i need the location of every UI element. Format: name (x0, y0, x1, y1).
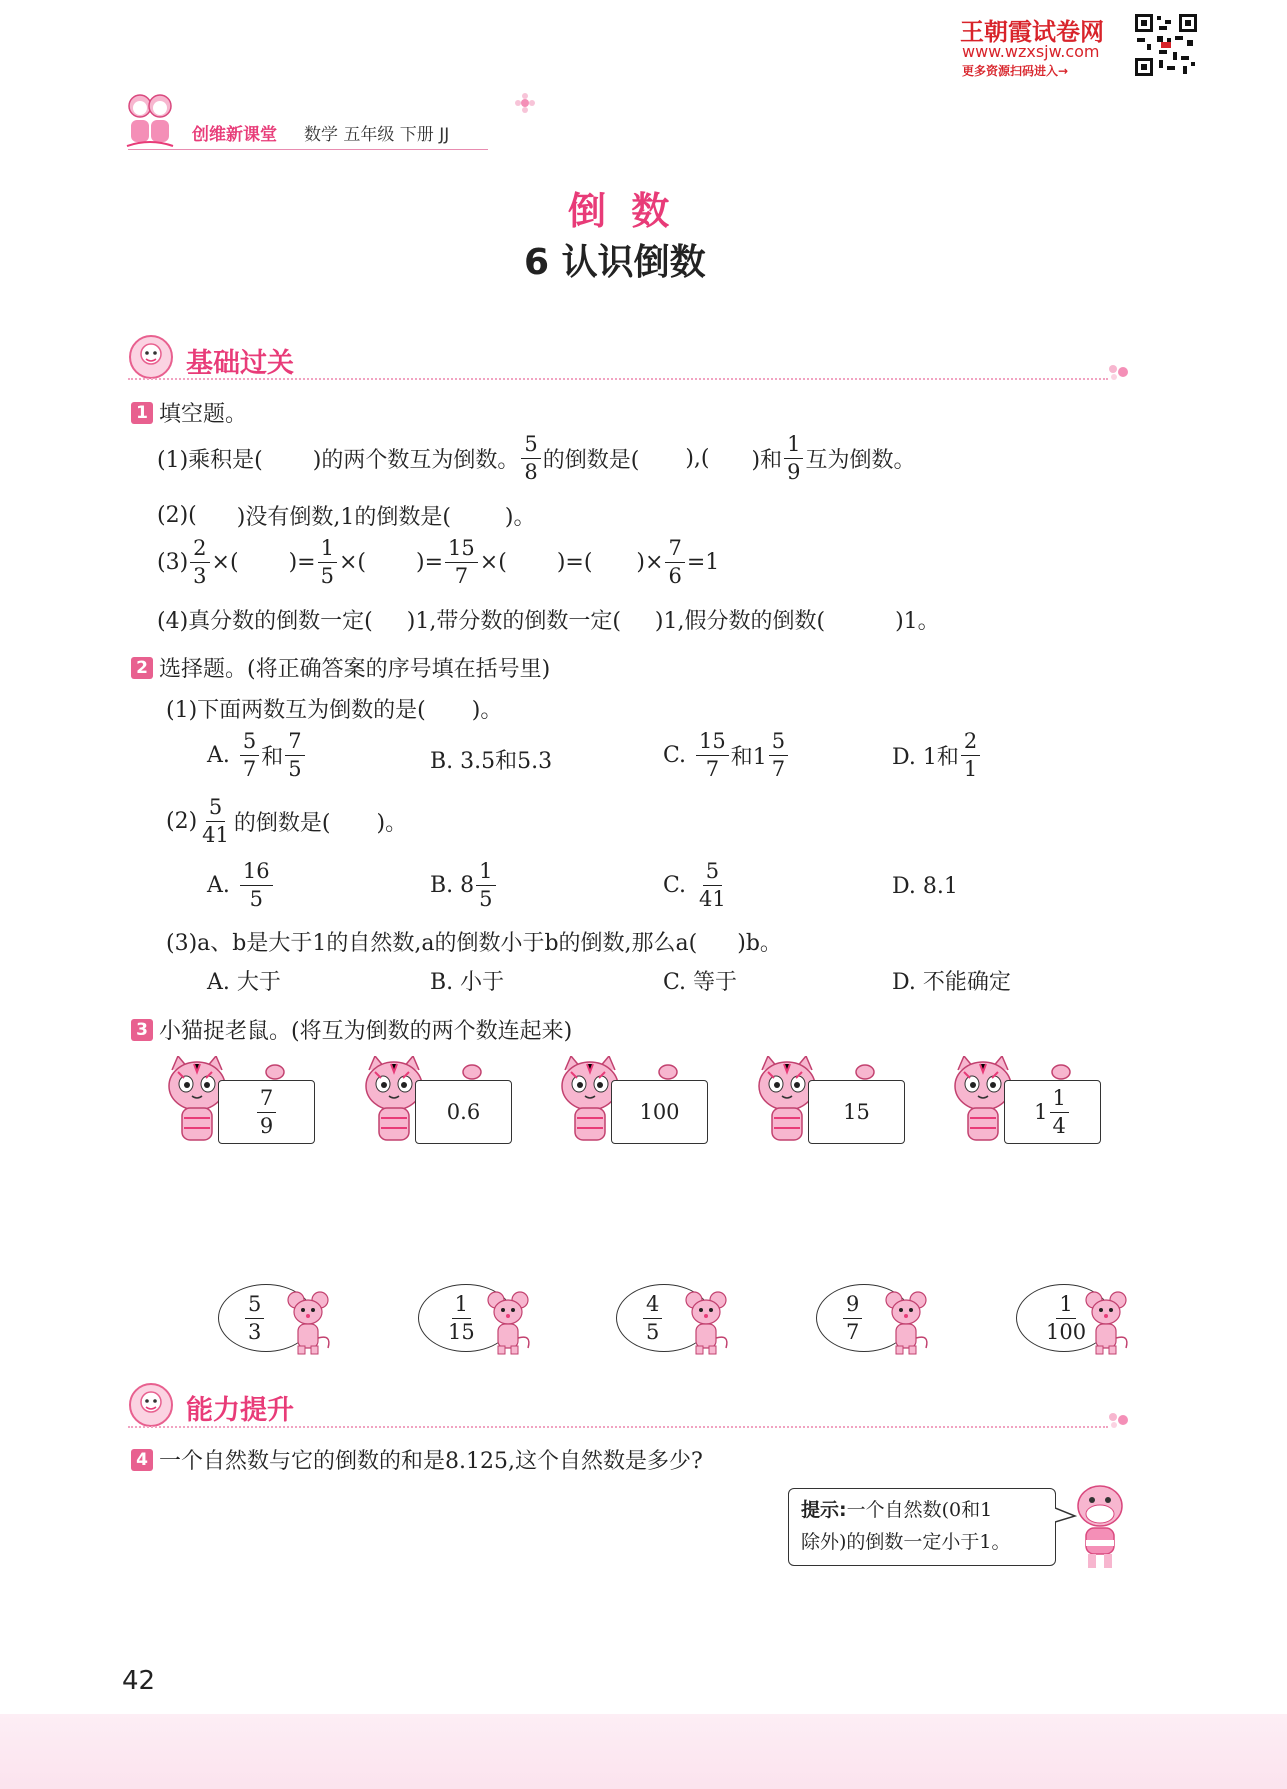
q1-number-badge: 1 (131, 402, 153, 424)
cat-card[interactable] (611, 1080, 708, 1144)
q2-1-text-end: )。 (471, 698, 503, 723)
cat-paw-icon (264, 1062, 286, 1084)
q2-1-option-d[interactable]: D. 1和 $\frac{2}{1}$ (892, 731, 982, 780)
q2-3-option-d[interactable]: D. 不能确定 (892, 970, 1011, 995)
q2-3-option-a[interactable]: A. 大于 (207, 970, 281, 995)
cat-paw-icon (657, 1062, 679, 1084)
q2-sub-1 (166, 693, 502, 724)
cat-card[interactable] (415, 1080, 512, 1144)
footer-band (0, 1714, 1287, 1789)
q2-2-option-a[interactable]: A. $\frac{16}{5}$ (207, 861, 275, 910)
q2-2-text-end: )。 (376, 811, 408, 836)
q2-3-text-end: )b。 (737, 931, 782, 956)
section-divider-2 (128, 1426, 1108, 1428)
cat-card-value: 15 (843, 1100, 870, 1124)
q1-3-text-c: )= (288, 550, 316, 575)
q1-3-fraction-4: $\frac{7}{6}$ (665, 538, 684, 587)
mouse-fraction: $\frac{9}{7}$ (843, 1294, 862, 1343)
q3-heading (131, 1014, 572, 1045)
lesson-title: 6 认识倒数 (524, 242, 706, 283)
q2-2-fraction: $\frac{5}{41}$ (202, 795, 229, 847)
mouse-icon (1082, 1290, 1132, 1360)
q1-4-text-a: (4)真分数的倒数一定( (157, 609, 373, 634)
q2-2-option-c[interactable]: C. $\frac{5}{41}$ (663, 859, 726, 911)
cat-card-value: 100 (639, 1100, 680, 1124)
mouse-2[interactable] (418, 1280, 568, 1360)
q1-1-text-c: 的倒数是( (542, 448, 640, 473)
q1-1-fraction-2: $\frac{1}{9}$ (784, 434, 803, 483)
dots-icon (1108, 364, 1132, 384)
cat-card-whole: 1 (1034, 1100, 1048, 1124)
header-rule (128, 149, 488, 150)
chapter-title: 倒 数 (568, 189, 676, 233)
q1-2-text-b: )没有倒数,1的倒数是( (236, 505, 451, 530)
q1-3-fraction-3: $\frac{15}{7}$ (445, 538, 478, 587)
dots-icon-2 (1108, 1412, 1132, 1432)
q2-2-option-b[interactable]: B. 8 $\frac{1}{5}$ (430, 861, 498, 910)
hint-box (788, 1488, 1056, 1566)
mouse-1[interactable] (218, 1280, 368, 1360)
qr-code-icon[interactable] (1133, 12, 1199, 78)
flower-icon (514, 92, 536, 118)
q2-text: 选择题。(将正确答案的序号填在括号里) (159, 657, 551, 682)
q2-2-text-a: (2) (166, 809, 198, 834)
mouse-5[interactable] (1016, 1280, 1166, 1360)
q4-heading (131, 1444, 703, 1475)
mouse-icon (682, 1290, 732, 1360)
q1-1-text-f: 互为倒数。 (805, 448, 916, 473)
cat-1[interactable] (160, 1052, 320, 1148)
hint-label: 提示: (801, 1499, 847, 1521)
q1-3-text-h: )=( (556, 550, 593, 575)
q1-line-3 (157, 538, 719, 587)
book-info: 数学 五年级 下册 JJ (304, 125, 450, 145)
cat-4[interactable] (750, 1052, 910, 1148)
q2-1-option-c[interactable]: C. $\frac{15}{7}$ 和1 $\frac{5}{7}$ (663, 731, 790, 780)
site-title: 王朝霞试卷网 (960, 18, 1104, 46)
q2-number-badge: 2 (131, 657, 153, 679)
q2-sub-3 (166, 926, 782, 957)
mouse-4[interactable] (816, 1280, 966, 1360)
hint-line-2: 除外)的倒数一定小于1。 (801, 1531, 1011, 1553)
cat-card[interactable] (1004, 1080, 1101, 1144)
mouse-fraction: $\frac{5}{3}$ (245, 1294, 264, 1343)
brand-logo (125, 88, 175, 152)
mouse-fraction: $\frac{1}{15}$ (448, 1291, 475, 1344)
q4-text: 一个自然数与它的倒数的和是8.125,这个自然数是多少? (159, 1449, 703, 1474)
q1-3-text-b: ×( (211, 550, 239, 575)
q1-4-text-d: )1。 (895, 609, 940, 634)
site-url[interactable]: www.wzxsjw.com (962, 42, 1100, 61)
q1-3-text-g: ×( (479, 550, 507, 575)
brand-name: 创维新课堂 (192, 125, 277, 145)
cat-paw-icon (854, 1062, 876, 1084)
hint-line-1: 一个自然数(0和1 (846, 1499, 993, 1521)
q2-2-text-b: 的倒数是( (233, 811, 331, 836)
q1-2-text-c: )。 (504, 505, 536, 530)
q1-1-text-a: (1)乘积是( (157, 448, 263, 473)
q1-3-fraction-1: $\frac{2}{3}$ (190, 538, 209, 587)
mouse-icon (484, 1290, 534, 1360)
q3-number-badge: 3 (131, 1019, 153, 1041)
q1-line-2 (157, 500, 536, 531)
q1-3-text-j: =1 (686, 550, 720, 575)
section-mascot-icon-2 (128, 1382, 174, 1428)
q1-heading (131, 397, 247, 428)
q2-3-option-b[interactable]: B. 小于 (430, 970, 505, 995)
mouse-3[interactable] (616, 1280, 766, 1360)
q1-line-1 (157, 434, 915, 483)
mouse-icon (882, 1290, 932, 1360)
q1-1-text-b: )的两个数互为倒数。 (312, 448, 520, 473)
q2-heading (131, 652, 550, 683)
cat-2[interactable] (357, 1052, 517, 1148)
cat-3[interactable] (553, 1052, 713, 1148)
q1-3-text-a: (3) (157, 550, 189, 575)
q1-1-text-e: )和 (751, 448, 783, 473)
q1-3-fraction-2: $\frac{1}{5}$ (318, 538, 337, 587)
section-title-basic: 基础过关 (186, 348, 294, 379)
site-scan-text: 更多资源扫码进入→ (962, 64, 1069, 78)
q1-1-text-d: ),( (685, 446, 710, 471)
cat-card-fraction: $\frac{1}{4}$ (1050, 1088, 1069, 1137)
mouse-fraction: $\frac{1}{100}$ (1046, 1291, 1087, 1344)
section-title-advanced: 能力提升 (186, 1395, 294, 1426)
cat-card-fraction: $\frac{7}{9}$ (257, 1088, 276, 1137)
q1-3-text-i: )× (636, 550, 664, 575)
q2-1-option-a[interactable]: A. $\frac{5}{7}$ 和 $\frac{7}{5}$ (207, 731, 307, 780)
cat-card[interactable] (808, 1080, 905, 1144)
q2-sub-2 (166, 797, 407, 846)
cat-paw-icon (461, 1062, 483, 1084)
q2-1-text: (1)下面两数互为倒数的是( (166, 698, 426, 723)
section-divider (128, 378, 1108, 380)
q1-text: 填空题。 (159, 402, 248, 427)
q1-3-text-d: ×( (338, 550, 367, 575)
mascot-icon (1070, 1480, 1130, 1572)
q1-4-text-b: )1,带分数的倒数一定( (406, 609, 621, 634)
cat-paw-icon (1050, 1062, 1072, 1084)
q2-2-option-d[interactable]: D. 8.1 (892, 874, 958, 899)
section-mascot-icon (128, 334, 174, 380)
cat-card-value: 0.6 (446, 1100, 481, 1124)
cat-card[interactable] (218, 1080, 315, 1144)
mouse-icon (284, 1290, 334, 1360)
cat-5[interactable] (946, 1052, 1106, 1148)
q1-2-text-a: (2)( (157, 503, 197, 528)
page-number: 42 (122, 1666, 156, 1696)
q4-number-badge: 4 (131, 1449, 153, 1471)
q1-1-fraction-1: $\frac{5}{8}$ (521, 434, 540, 483)
mouse-fraction: $\frac{4}{5}$ (643, 1294, 662, 1343)
q1-4-text-c: )1,假分数的倒数( (654, 609, 826, 634)
q3-text: 小猫捉老鼠。(将互为倒数的两个数连起来) (159, 1019, 573, 1044)
q2-1-option-b[interactable]: B. 3.5和5.3 (430, 749, 553, 774)
q1-3-text-e: )= (416, 550, 444, 575)
q1-line-4 (157, 604, 940, 635)
q2-3-option-c[interactable]: C. 等于 (663, 970, 738, 995)
q2-3-text: (3)a、b是大于1的自然数,a的倒数小于b的倒数,那么a( (166, 931, 698, 956)
